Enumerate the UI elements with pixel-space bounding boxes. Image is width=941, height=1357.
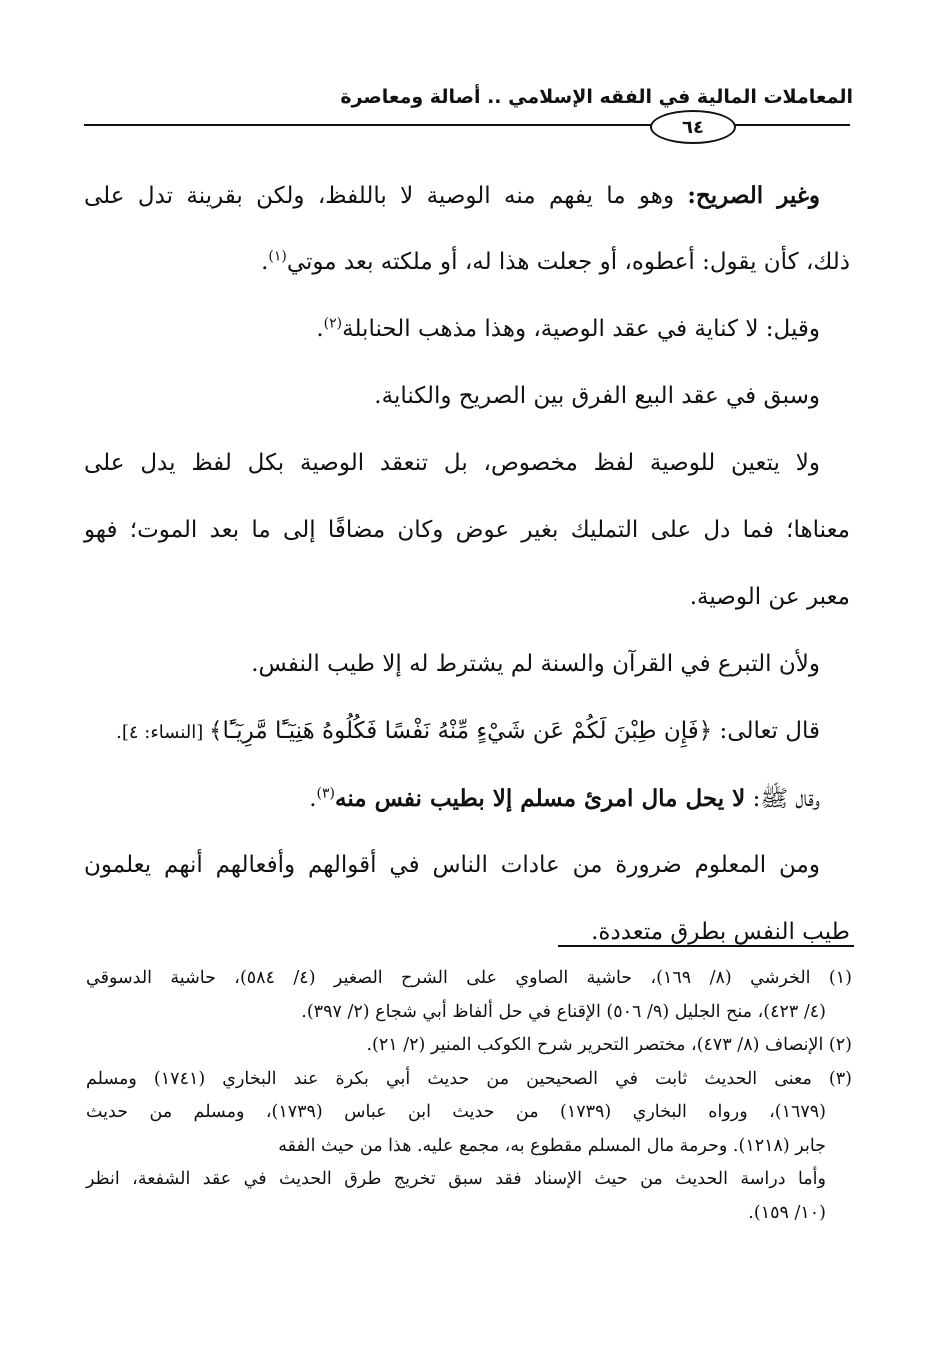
footnote-line: جابر (١٢١٨). وحرمة مال المسلم مقطوع به، مجمع عليه. هذا من حيث الفقه: [278, 1135, 826, 1156]
text-span: .: [261, 249, 269, 275]
text-span: .: [316, 316, 324, 342]
paragraph-line: [84, 698, 850, 765]
paragraph-line: [84, 765, 850, 832]
text-span: وهو ما يفهم منه الوصية لا باللفظ، ولكن بقرينة تدل على: [84, 183, 688, 209]
paragraph-line: [84, 832, 850, 899]
text-span: ذلك، كأن يقول: أعطوه، أو جعلت هذا له، أو ملكته بعد موتي: [286, 249, 850, 275]
footnote-line: (١) الخرشي (٨/ ١٦٩)، حاشية الصاوي على الشرح الصغير (٤/ ٥٨٤)، حاشية الدسوقي: [86, 968, 852, 988]
footnote-ref: (٢): [323, 315, 343, 332]
footnote-separator: [558, 945, 854, 947]
text-span: معبر عن الوصية.: [689, 584, 850, 610]
text-span: .: [309, 786, 317, 812]
footnotes: [86, 962, 852, 1230]
paragraph-line: [84, 296, 850, 363]
footnote-ref: (١): [268, 248, 287, 265]
text-span: طيب النفس بطرق متعددة.: [591, 919, 850, 945]
text-span: وسبق في عقد البيع الفرق بين الصريح والكناية.: [374, 383, 820, 409]
footnote-line: (١٦٧٩)، ورواه البخاري (١٧٣٩) من حديث ابن عباس (١٧٣٩)، ومسلم من حديث: [86, 1102, 826, 1122]
footnote-line: (١٠/ ١٥٩).: [748, 1202, 826, 1223]
verse-reference: [النساء: ٤].: [116, 722, 209, 743]
paragraph-line: [84, 899, 850, 966]
text-span: ومن المعلوم ضرورة من عادات الناس في أقوالهم وأفعالهم أنهم يعلمون: [84, 852, 820, 878]
footnote-line: (٢) الإنصاف (٨/ ٤٧٣)، مختصر التحرير شرح الكوكب المنير (٢/ ٢١).: [366, 1035, 852, 1055]
footnote-line: (٤/ ٤٢٣)، منح الجليل (٩/ ٥٠٦) الإقناع في حل ألفاظ أبي شجاع (٢/ ٣٩٧).: [301, 1001, 826, 1022]
paragraph-line: [84, 162, 850, 229]
paragraph-line: [84, 564, 850, 631]
paragraph-line: [84, 497, 850, 564]
footnote-ref: (٣): [316, 785, 335, 802]
term-heading: وغير الصريح:: [687, 182, 820, 209]
footnote-line: وأما دراسة الحديث من حيث الإسناد فقد سبق تخريج طرق الحديث في عقد الشفعة، انظر: [86, 1169, 826, 1189]
page-number: ٦٤: [650, 110, 736, 144]
main-text: [84, 162, 850, 966]
text-span: قال تعالى:: [712, 718, 820, 744]
paragraph-line: [84, 430, 850, 497]
text-span: وقيل: لا كناية في عقد الوصية، وهذا مذهب الحنابلة: [342, 316, 820, 342]
paragraph-line: [84, 229, 850, 296]
paragraph-line: [84, 363, 850, 430]
text-span: وقال ﷺ:: [745, 786, 820, 812]
quran-verse: ﴿فَإِن طِبْنَ لَكُمْ عَن شَيْءٍ مِّنْهُ نَفْسًا فَكُلُوهُ هَنِيٓـًٔا مَّرِيٓـًٔا﴾: [209, 718, 713, 744]
text-span: ولأن التبرع في القرآن والسنة لم يشترط له إلا طيب النفس.: [251, 651, 820, 677]
text-span: معناها؛ فما دل على التمليك بغير عوض وكان مضافًا إلى ما بعد الموت؛ فهو: [84, 517, 850, 543]
footnote-line: (٣) معنى الحديث ثابت في الصحيحين من حديث أبي بكرة عند البخاري (١٧٤١) ومسلم: [86, 1068, 852, 1089]
running-header-title: المعاملات المالية في الفقه الإسلامي .. أصالة ومعاصرة: [340, 86, 853, 108]
text-span: ولا يتعين للوصية لفظ مخصوص، بل تنعقد الوصية بكل لفظ يدل على: [84, 450, 820, 476]
paragraph-line: [84, 631, 850, 698]
hadith-text: لا يحل مال امرئ مسلم إلا بطيب نفس منه: [334, 785, 746, 812]
